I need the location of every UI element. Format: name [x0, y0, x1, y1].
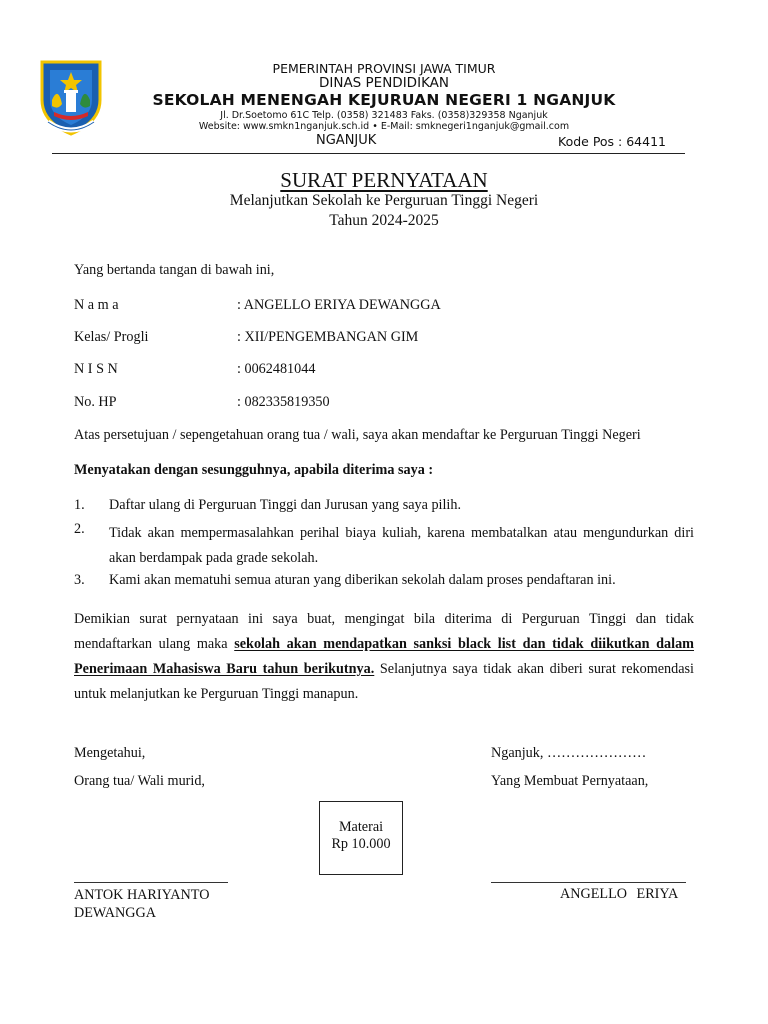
field-class-label: Kelas/ Progli [74, 329, 149, 345]
stamp-amount: Rp 10.000 [331, 836, 391, 852]
field-nisn-value: : 0062481044 [237, 361, 316, 377]
jawa-timur-emblem-icon [38, 56, 104, 138]
stamp-label: Materai [338, 819, 384, 835]
statement-heading: Menyatakan dengan sesungguhnya, apabila diterima saya : [74, 462, 434, 478]
document-title: SURAT PERNYATAAN [280, 168, 488, 192]
consent-text: Atas persetujuan / sepengetahuan orang tua / wali, saya akan mendaftar ke Perguruan Tinggi Negeri [74, 427, 641, 443]
parent-signature-line [74, 882, 228, 883]
letterhead-government: PEMERINTAH PROVINSI JAWA TIMUR [272, 61, 496, 76]
acknowledged-label: Mengetahui, [74, 745, 146, 761]
place-date-line: Nganjuk, ………………… [491, 745, 647, 761]
closing-text: Demikian surat pernyataan ini saya buat, mengingat bila diterima di Perguruan Tinggi dan tidak mendaftarkan ulang maka [74, 611, 694, 652]
letterhead-divider [52, 153, 685, 154]
stamp-duty-box [319, 801, 403, 875]
signer-name-text: ANGELLO ERIYA [560, 886, 679, 902]
list-item: Daftar ulang di Perguruan Tinggi dan Jurusan yang saya pilih. [109, 497, 462, 513]
list-item-number: 3. [74, 572, 85, 588]
intro-text: Yang bertanda tangan di bawah ini, [74, 262, 275, 278]
closing-paragraph [74, 607, 694, 707]
field-class-value: : XII/PENGEMBANGAN GIM [237, 329, 419, 345]
letterhead-contact: Website: www.smkn1nganjuk.sch.id • E-Mail: smknegeri1nganjuk@gmail.com [198, 121, 570, 132]
provincial-logo [38, 56, 104, 138]
field-name-value: : ANGELLO ERIYA DEWANGGA [237, 297, 441, 313]
document-subtitle: Melanjutkan Sekolah ke Perguruan Tinggi Negeri [229, 192, 539, 209]
field-phone-value: : 082335819350 [237, 394, 330, 410]
field-name-label: N a m a [74, 297, 119, 313]
closing-text-end: Selanjutnya saya tidak akan diberi surat rekomendasi untuk melanjutkan ke Perguruan Tinggi manapun. [74, 661, 694, 702]
field-phone-label: No. HP [74, 394, 117, 410]
parent-name: ANTOK HARIYANTO DEWANGGA [74, 887, 210, 921]
field-nisn-label: N I S N [74, 361, 118, 377]
document-year: Tahun 2024-2025 [329, 212, 439, 229]
letterhead-postal-code: Kode Pos : 64411 [558, 134, 666, 149]
signer-name [560, 886, 678, 903]
parent-role-label: Orang tua/ Wali murid, [74, 773, 205, 789]
letterhead-department: DINAS PENDIDIKAN [318, 75, 450, 91]
list-item: Tidak akan mempermasalahkan perihal biaya kuliah, karena membatalkan atau mengundurkan diri akan berdampak pada grade sekolah. [109, 525, 694, 566]
signer-signature-line [491, 882, 686, 883]
list-item: Kami akan mematuhi semua aturan yang diberikan sekolah dalam proses pendaftaran ini. [109, 572, 616, 588]
letterhead-city: NGANJUK [316, 133, 377, 148]
letterhead-address: Jl. Dr.Soetomo 61C Telp. (0358) 321483 Faks. (0358)329358 Nganjuk [220, 110, 548, 121]
signer-role-label: Yang Membuat Pernyataan, [491, 773, 649, 789]
list-item-number: 1. [74, 497, 85, 513]
list-item-number: 2. [74, 521, 85, 537]
letterhead-school-name: SEKOLAH MENENGAH KEJURUAN NEGERI 1 NGANJUK [152, 91, 616, 109]
sanction-warning: sekolah akan mendapatkan sanksi black list dan tidak diikutkan dalam Penerimaan Mahasiswa Baru tahun berikutnya. [74, 636, 695, 677]
